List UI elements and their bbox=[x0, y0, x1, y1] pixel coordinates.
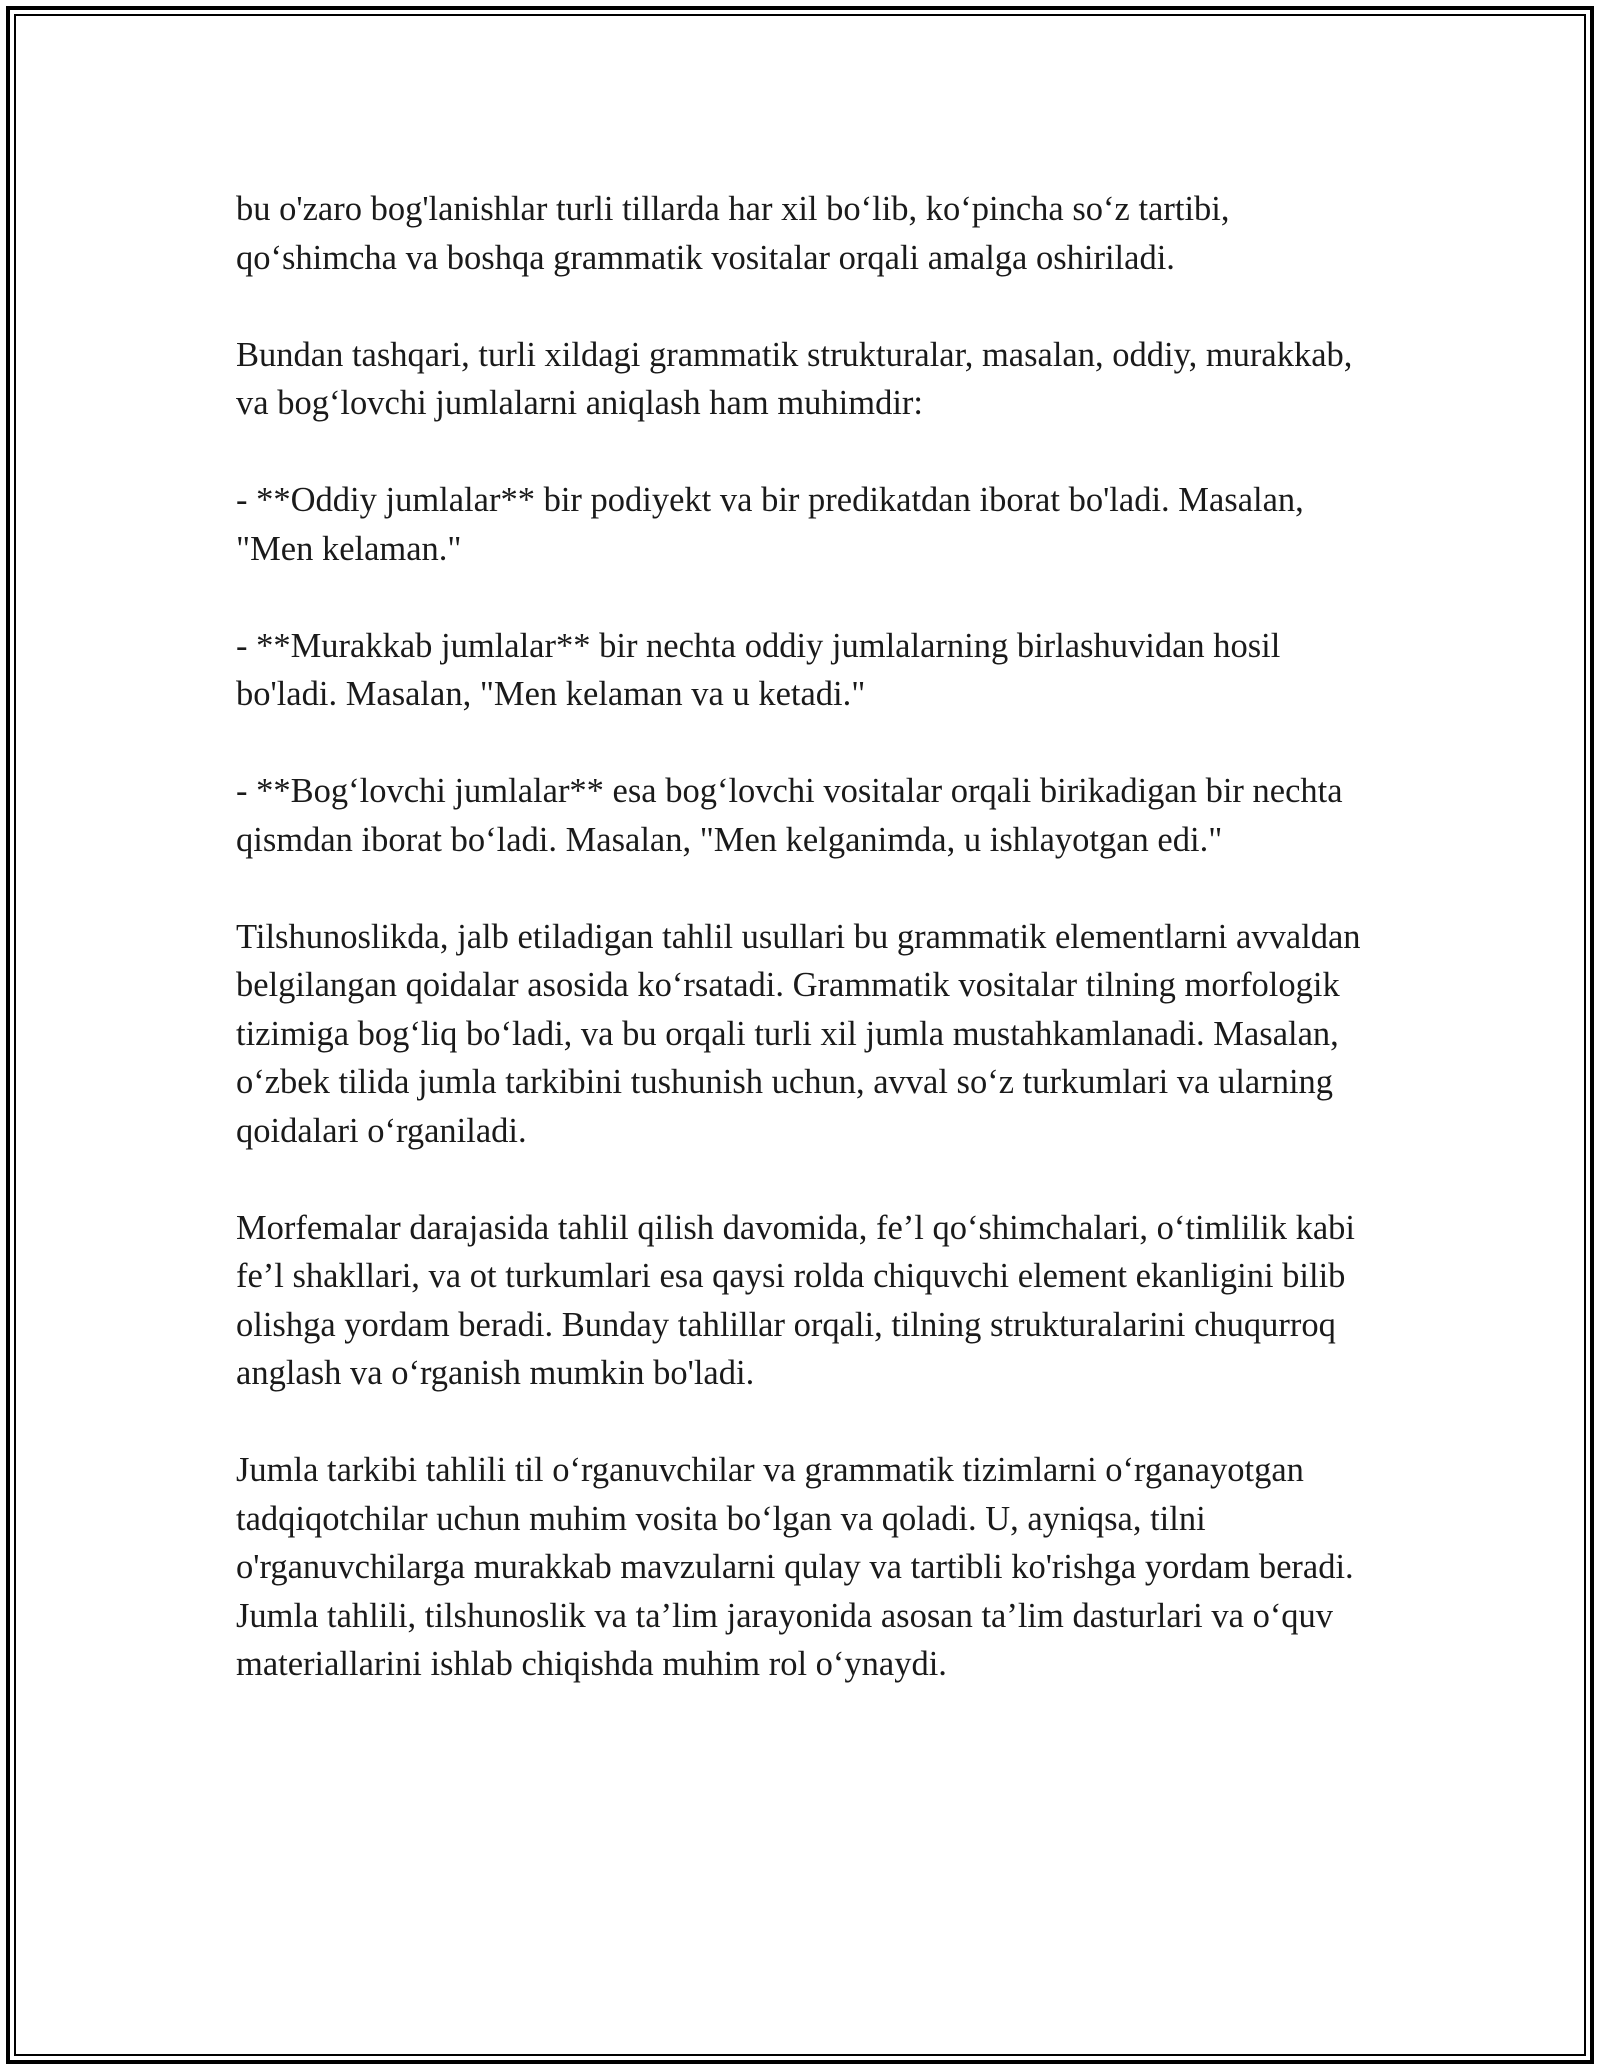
list-item-simple-sentences: - **Oddiy jumlalar** bir podiyekt va bir predikatdan iborat bo'ladi. Masalan, "Men kelaman." bbox=[236, 481, 1304, 568]
paragraph-morphemes: Morfemalar darajasida tahlil qilish davomida, fe’l qo‘shimchalari, o‘timlilik kabi fe’l shakllari, va ot turkumlari esa qaysi rolda chiquvchi element ekanligini bilib olishga yordam beradi. Bunday tahlillar orqali, tilning strukturalarini chuqurroq anglash va o‘rganish mumkin bo'ladi. bbox=[236, 1208, 1356, 1392]
list-item-compound-sentences: - **Murakkab jumlalar** bir nechta oddiy jumlalarning birlashuvidan hosil bo'ladi. Masalan, "Men kelaman va u ketadi." bbox=[236, 626, 1281, 713]
paragraph-linguistics: Tilshunoslikda, jalb etiladigan tahlil usullari bu grammatik elementlarni avvaldan belgilangan qoidalar asosida ko‘rsatadi. Grammatik vositalar tilning morfologik tizimiga bog‘liq bo‘ladi, va bu orqali turli xil jumla mustahkamlanadi. Masalan, o‘zbek tilida jumla tarkibini tushunish uchun, avval so‘z turkumlari va ularning qoidalari o‘rganiladi. bbox=[236, 917, 1361, 1150]
paragraph-intro: bu o'zaro bog'lanishlar turli tillarda har xil bo‘lib, ko‘pincha so‘z tartibi, qo‘shimcha va boshqa grammatik vositalar orqali amalga oshiriladi. bbox=[236, 190, 1230, 277]
paragraph-structures: Bundan tashqari, turli xildagi grammatik strukturalar, masalan, oddiy, murakkab, va bog‘lovchi jumlalarni aniqlash ham muhimdir: bbox=[236, 335, 1353, 422]
document-body bbox=[236, 185, 1366, 1737]
paragraph-conclusion: Jumla tarkibi tahlili til o‘rganuvchilar va grammatik tizimlarni o‘rganayotgan tadqiqotchilar uchun muhim vosita bo‘lgan va qoladi. U, ayniqsa, tilni o'rganuvchilarga murakkab mavzularni qulay va tartibli ko'rishga yordam beradi. Jumla tahlili, tilshunoslik va ta’lim jarayonida asosan ta’lim dasturlari va o‘quv materiallarini ishlab chiqishda muhim rol o‘ynaydi. bbox=[236, 1451, 1354, 1683]
list-item-conjunctive-sentences: - **Bog‘lovchi jumlalar** esa bog‘lovchi vositalar orqali birikadigan bir nechta qismdan iborat bo‘ladi. Masalan, "Men kelganimda, u ishlayotgan edi." bbox=[236, 772, 1343, 859]
